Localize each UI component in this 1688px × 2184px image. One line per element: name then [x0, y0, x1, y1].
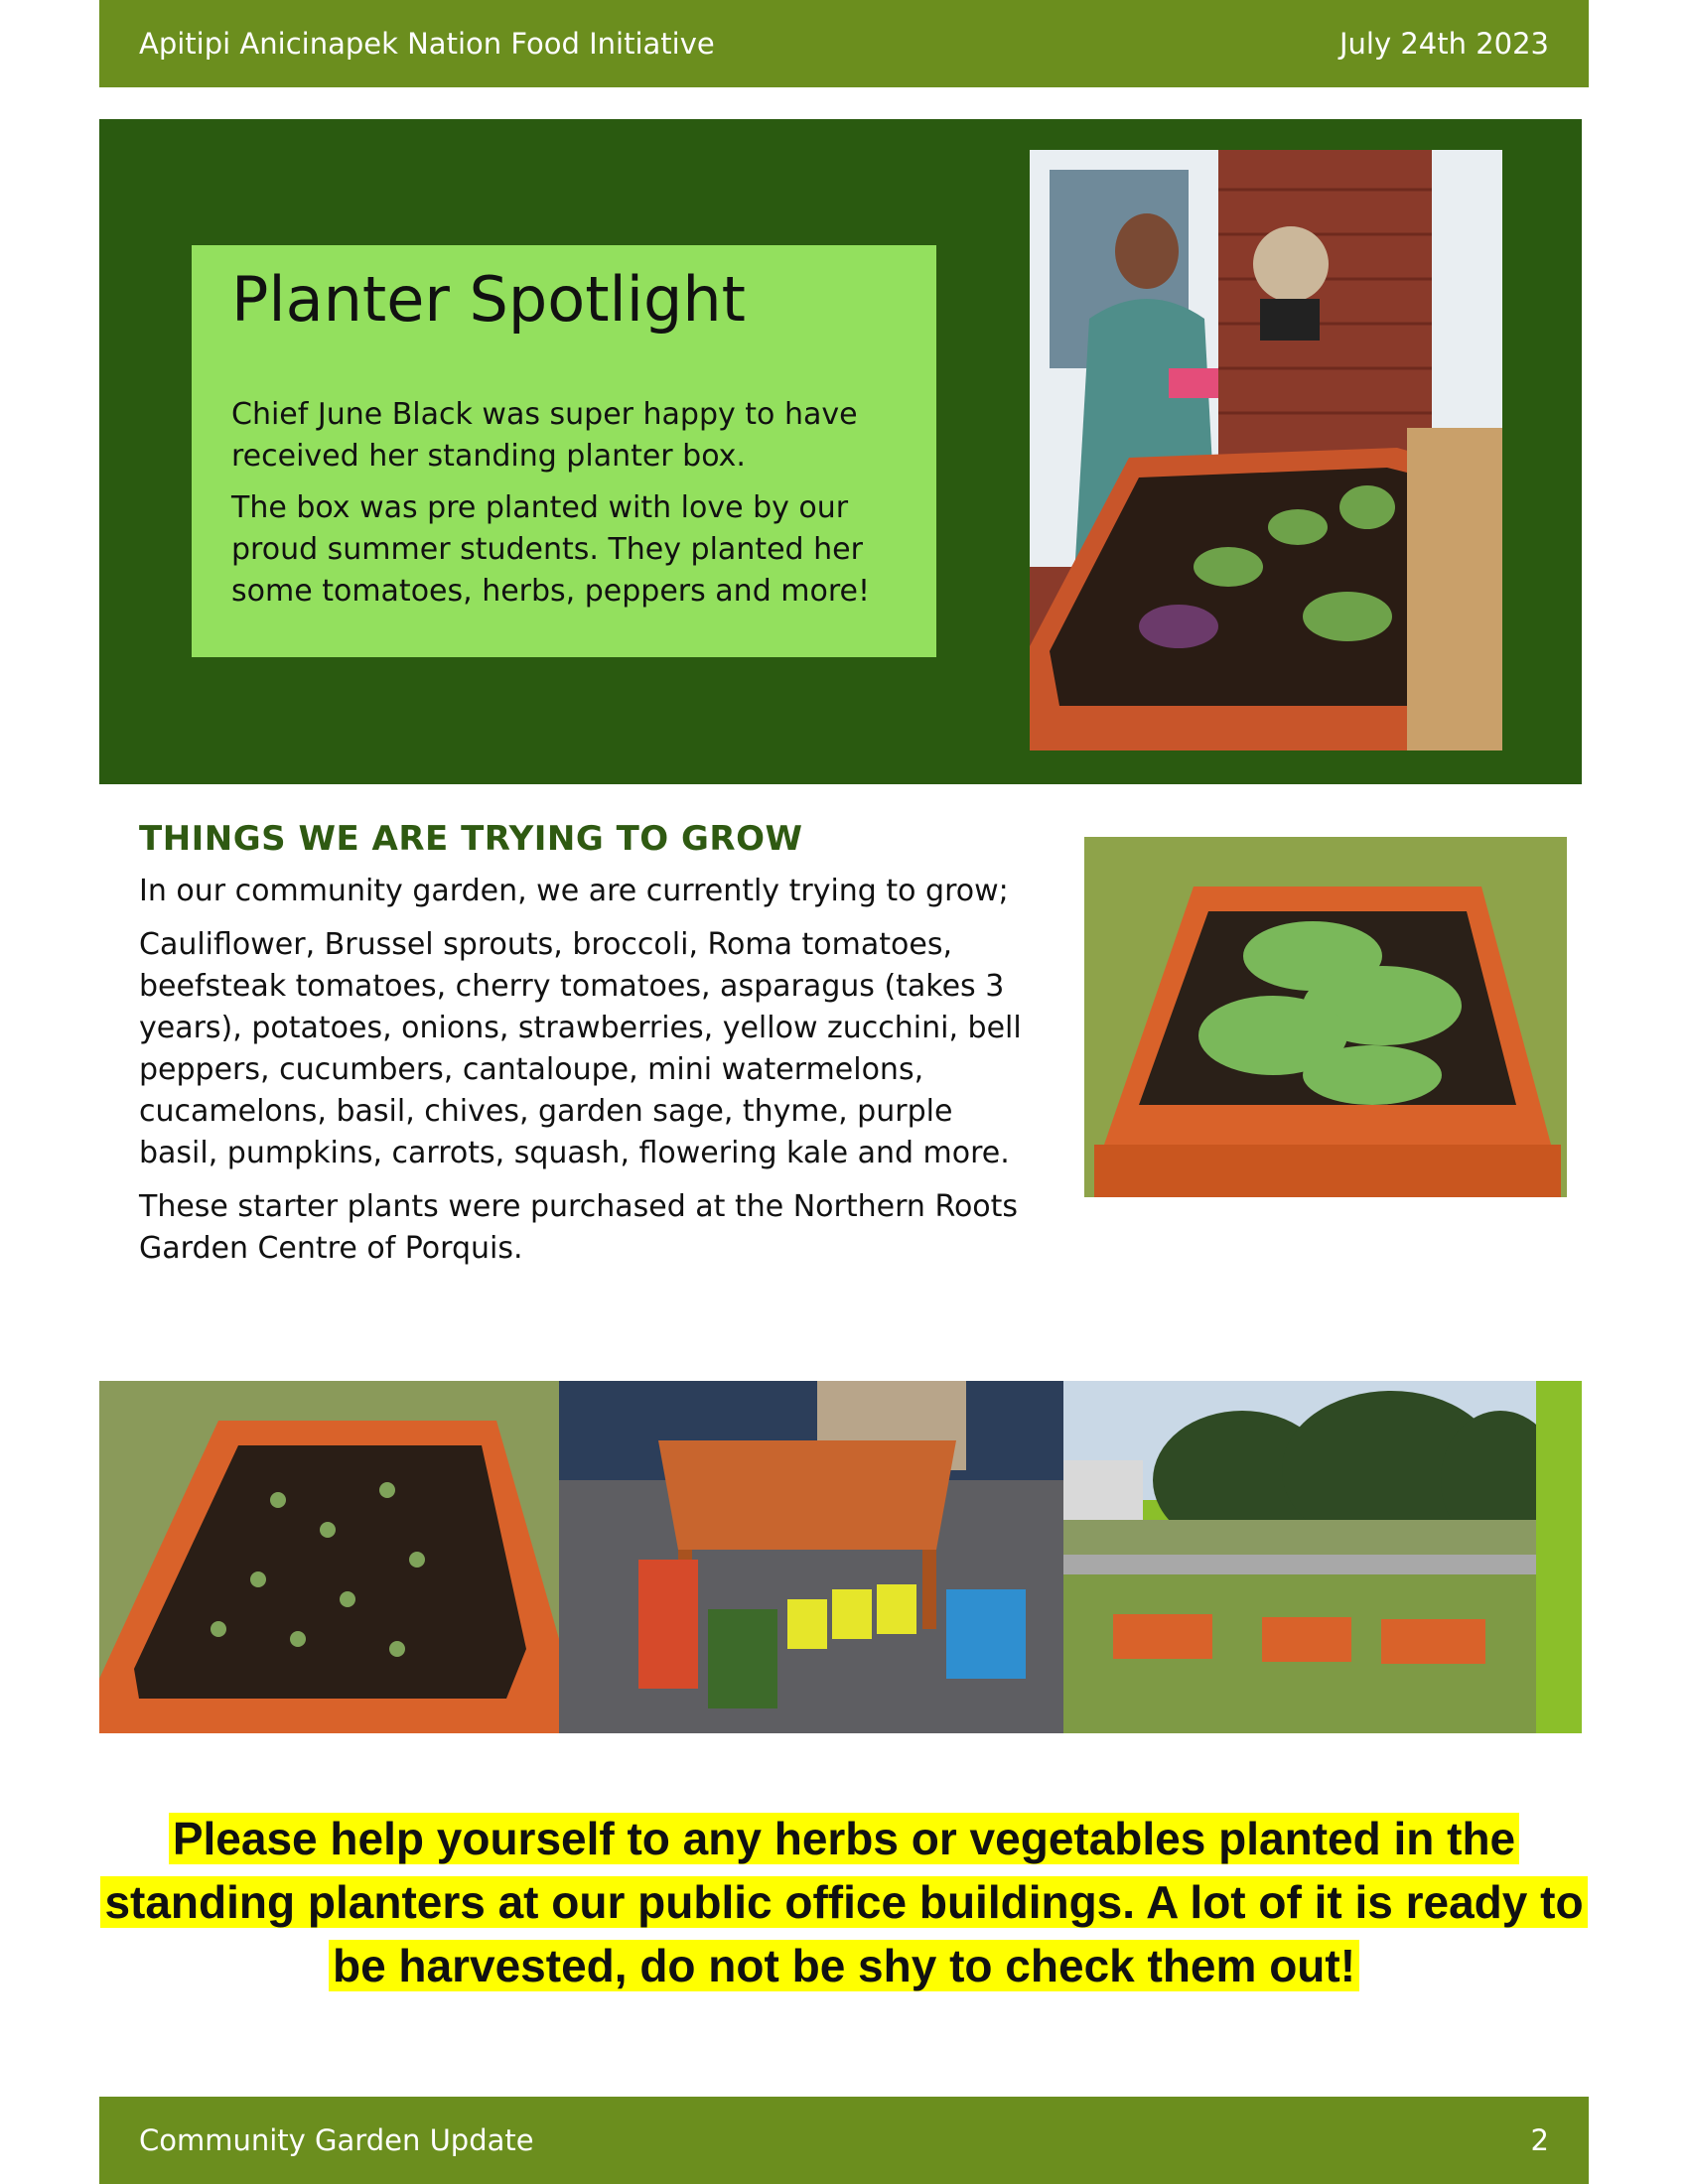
grow-section — [139, 819, 1033, 1282]
page-number: 2 — [1530, 2123, 1549, 2157]
grow-heading: THINGS WE ARE TRYING TO GROW — [139, 819, 803, 859]
footer-title: Community Garden Update — [139, 2123, 534, 2157]
spotlight-title: Planter Spotlight — [231, 263, 746, 336]
header-date: July 24th 2023 — [1338, 27, 1549, 61]
spotlight-paragraph-2: The box was pre planted with love by our proud summer students. They planted her some tomatoes, herbs, peppers and more! — [231, 490, 871, 610]
header-bar — [99, 0, 1589, 87]
grow-intro: In our community garden, we are currently trying to grow; — [139, 874, 1009, 908]
three-planters-field-photo — [1063, 1381, 1536, 1733]
spotlight-card — [192, 245, 936, 657]
grow-source: These starter plants were purchased at the Northern Roots Garden Centre of Porquis. — [139, 1189, 1019, 1266]
grow-list: Cauliflower, Brussel sprouts, broccoli, Roma tomatoes, beefsteak tomatoes, cherry tomatoes, asparagus (takes 3 years), potatoes, onions, strawberries, yellow zucchini, bell peppers, cucumbers, cantaloupe, mini watermelons, cucamelons, basil, chives, garden sage, thyme, purple basil, pumpkins, carrots, squash, flowering kale and more. — [139, 927, 1022, 1170]
cabbage-planter-photo — [1084, 837, 1567, 1197]
spotlight-paragraph-1: Chief June Black was super happy to have received her standing planter box. — [231, 397, 858, 475]
planter-supplies-photo — [559, 1381, 1063, 1733]
footer-bar — [99, 2097, 1589, 2184]
seedling-planter-photo — [99, 1381, 559, 1733]
harvest-notice-text: Please help yourself to any herbs or vegetables planted in the standing planters at our public office buildings. A lot of it is ready to be harvested, do not be shy to check them out! — [100, 1813, 1587, 1991]
chief-planter-photo — [1030, 150, 1502, 751]
header-org: Apitipi Anicinapek Nation Food Initiative — [139, 27, 715, 61]
harvest-notice — [99, 1807, 1589, 1997]
